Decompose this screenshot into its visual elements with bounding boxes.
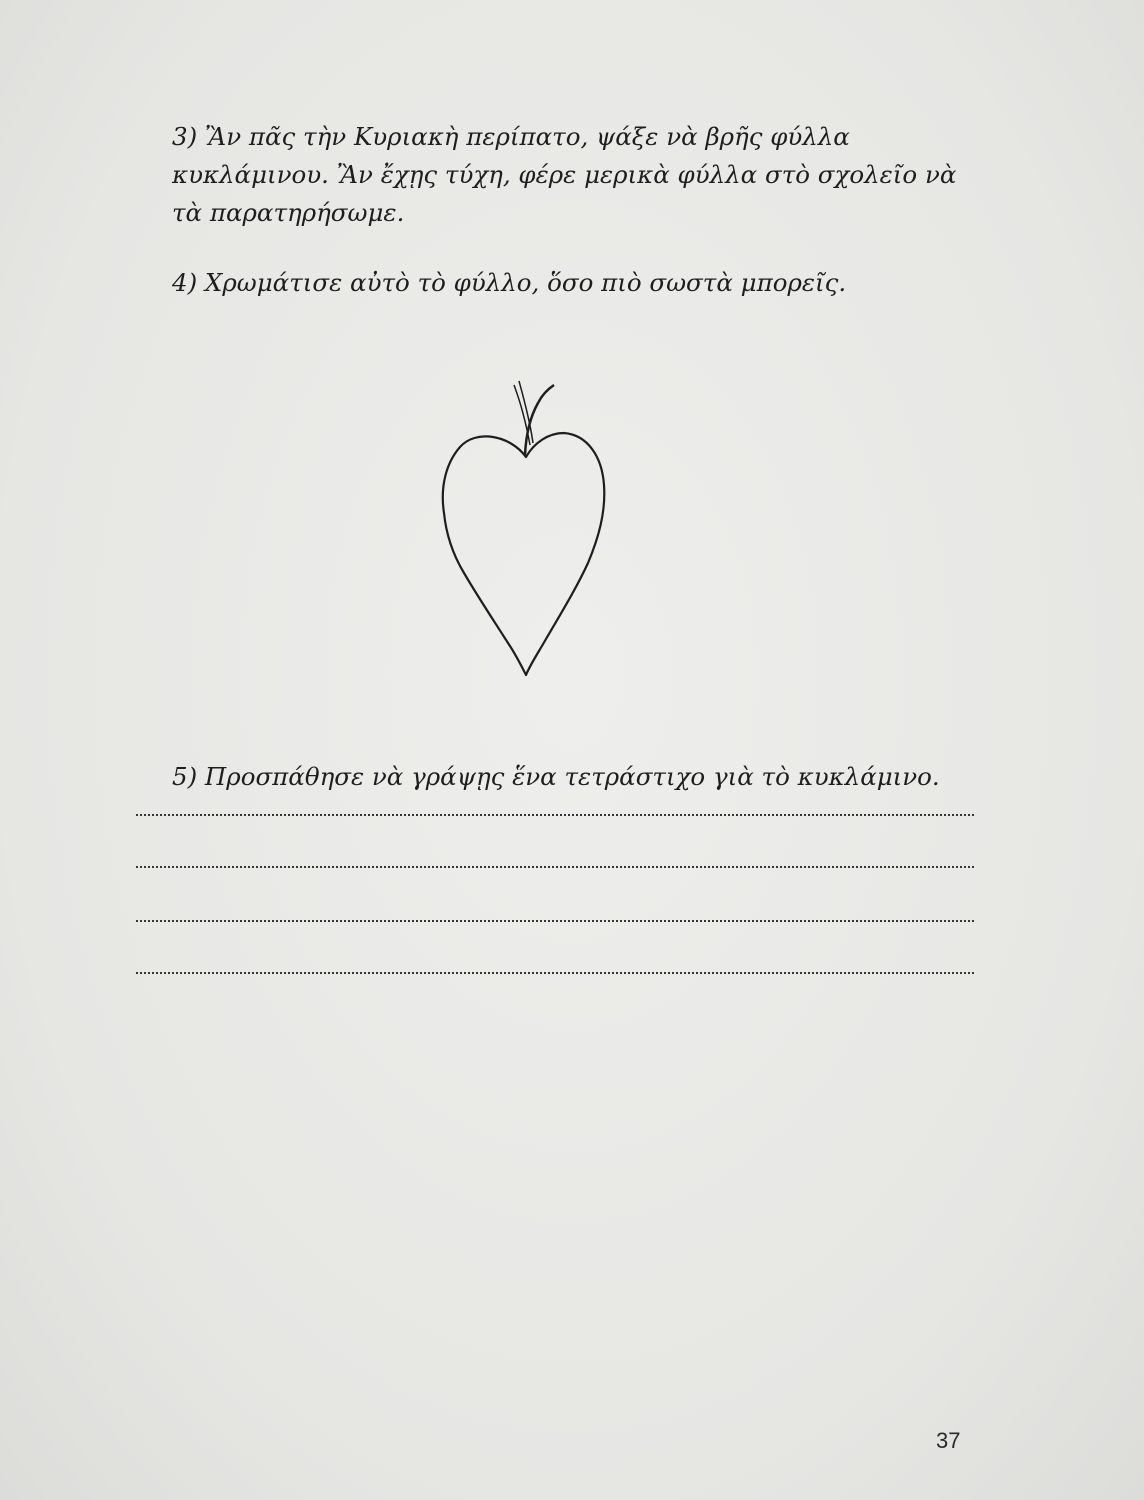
exercise-5-text: 5) Προσπάθησε νὰ γράψῃς ἕνα τετράστιχο γιὰ τὸ κυκλάμινο. [172,762,940,791]
exercise-4-text: 4) Χρωμάτισε αὐτὸ τὸ φύλλο, ὅσο πιὸ σωστὰ μπορεῖς. [172,268,847,297]
cyclamen-leaf-icon [430,375,630,695]
exercise-3-text: 3) Ἂν πᾶς τὴν Κυριακὴ περίπατο, ψάξε νὰ βρῆς φύλλα κυκλάμινου. Ἂν ἔχῃς τύχη, φέρε μερικὰ φύλλα στὸ σχολεῖο νὰ τὰ παρατηρήσωμε. [172,122,957,227]
page-number: 37 [936,1428,961,1453]
writing-line[interactable] [136,814,974,816]
writing-line[interactable] [136,972,974,974]
writing-line[interactable] [136,920,974,922]
writing-line[interactable] [136,866,974,868]
